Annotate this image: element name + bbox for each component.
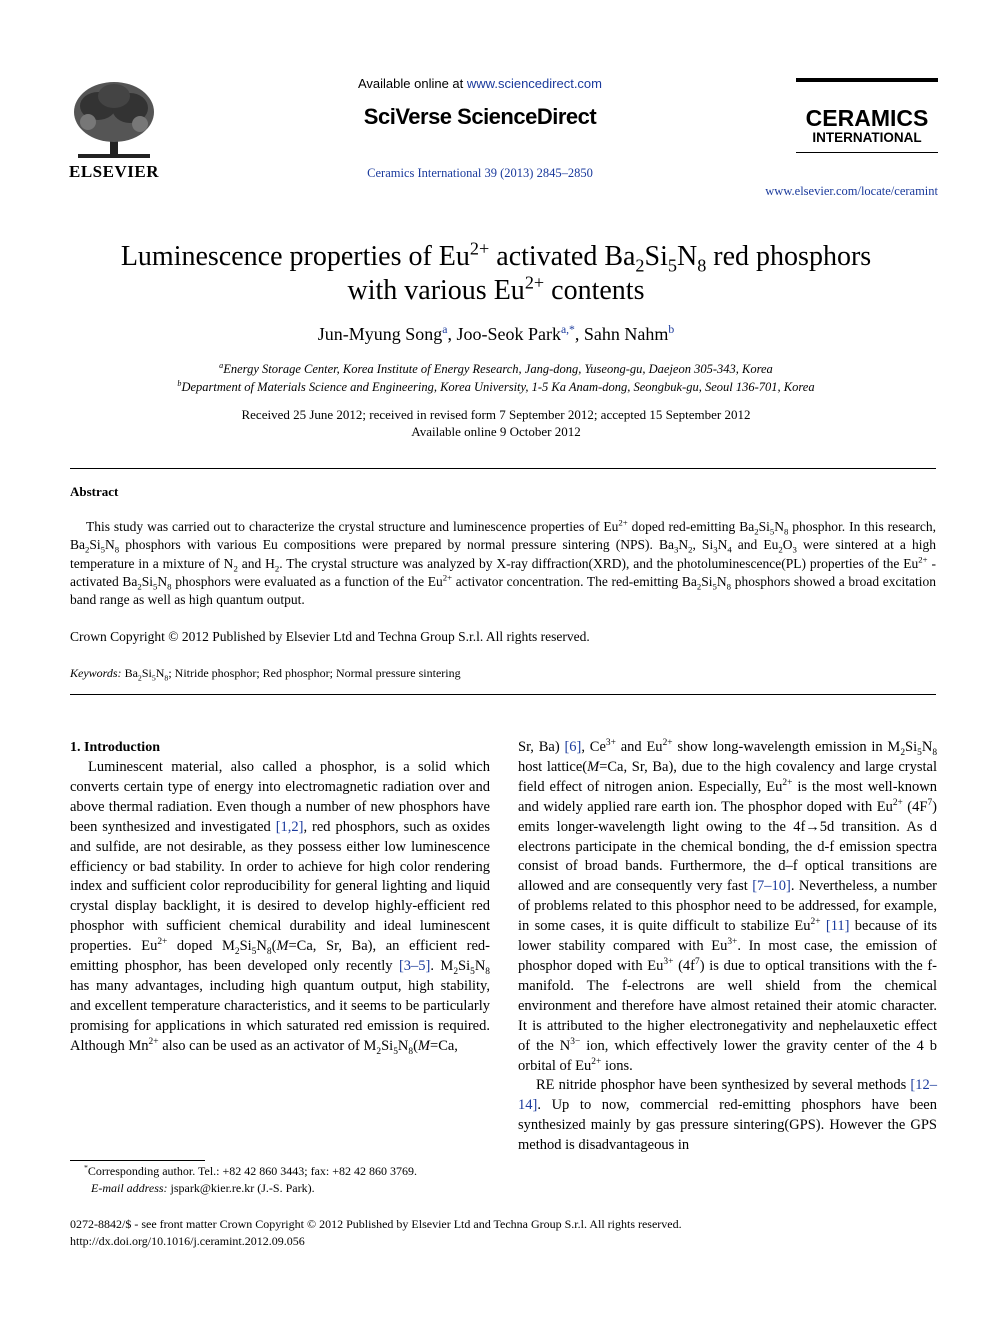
- front-matter-line: 0272-8842/$ - see front matter Crown Copyright © 2012 Published by Elsevier Ltd and Techna Group S.r.l. All rights reserved.: [70, 1217, 682, 1231]
- paragraph: Sr, Ba) [6], $Ce^{3+}$ and $Eu^{2+}$ show long-wavelength emission in $M_2Si_5N_8$ host lattice(M=Ca, Sr, Ba), due to the high covalency and large crystal field effect of nitrogen anion. Especially, $Eu^{2+}$ is the most well-known and widely applied rare earth ion. The phosphor doped with $Eu^{2+}$ $(4F^7)$ emits longer-wavelength light owing to the 4f→5d transition. As d electrons participate in the chemical bonding, the d-f emission spectra consist of broad bands. Furthermore, the d–f optical transitions are allowed and are consequently very fast [7–10]. Nevertheless, a number of problems related to this phosphor need to be addressed, for example, in some cases, it is quite difficult to stabilize $Eu^{2+}$ [11] because of its lower stability compared with $Eu^{3+}$. In most case, the emission of phosphor doped with $Eu^{3+}$ $(4f^7)$ is due to optical transitions with the f-manifold. The f-electrons are well shield from the chemical environment and therefore have almost retained their atomic character. It is attributed to the higher electronegativity and nephelauxetic effect of the $N^{3-}$ ion, which effectively lower the gravity center of the 4 b orbital of $Eu^{2+}$ ions.: [518, 738, 938, 1074]
- author-affil-ref[interactable]: a,*: [560, 323, 575, 336]
- available-prefix: Available online at: [357, 76, 467, 91]
- author-list: Jun-Myung Song$^a$, Joo-Seok Park$^{a,*}$, Sahn Nahm$^b$: [317, 323, 675, 344]
- affiliation-a: $^a$Energy Storage Center, Korea Institute of Energy Research, Jang-dong, Yuseong-gu, Daejeon 305-343, Korea: [219, 360, 773, 376]
- journal-url-link[interactable]: www.elsevier.com/locate/ceramint: [765, 184, 938, 198]
- divider: [70, 694, 936, 695]
- elsevier-logo: [68, 78, 160, 182]
- citation-link[interactable]: [6]: [564, 739, 582, 755]
- abstract-text: This study was carried out to characterize the crystal structure and luminescence properties of $Eu^{2+}$ doped red-emitting $Ba_2Si_5N_8$ phosphor. In this research, $Ba_2Si_5N_8$ phosphors with various Eu compositions were prepared by normal pressure sintering (NPS). $Ba_3N_2$, $Si_3N_4$ and $Eu_2O_3$ were sintered at a high temperature in a mixture of $N_2$ and $H_2$. The crystal structure was analyzed by X-ray diffraction(XRD), and the photoluminescence(PL) properties of the $Eu^{2+}$ - activated $Ba_2Si_5N_8$ phosphors were evaluated as a function of the $Eu^{2+}$ activator concentration. The red-emitting $Ba_2Si_5N_8$ phosphors showed a broad excitation band range as well as high quantum output.: [70, 517, 937, 608]
- author-name: Joo-Seok Park: [456, 324, 561, 344]
- journal-logo-line2: INTERNATIONAL: [812, 130, 922, 145]
- citation-link[interactable]: [1,2]: [275, 818, 304, 835]
- footnote: *Corresponding author. Tel.: +82 42 860 3443; fax: +82 42 860 3769. E-mail address: jspark@kier.re.kr (J.-S. Park).: [84, 1163, 418, 1195]
- author-name: Sahn Nahm: [583, 324, 669, 344]
- journal-logo: [796, 78, 938, 153]
- page-footer: [70, 1216, 936, 1250]
- sciencedirect-link[interactable]: www.sciencedirect.com: [466, 76, 602, 91]
- doi-link[interactable]: http://dx.doi.org/10.1016/j.ceramint.2012.09.056: [70, 1234, 305, 1248]
- elsevier-wordmark: ELSEVIER: [69, 162, 159, 181]
- body-column-left: [70, 758, 490, 1057]
- email-address[interactable]: jspark@kier.re.kr (J.-S. Park).: [170, 1181, 315, 1195]
- body-column-right: [518, 738, 937, 1156]
- journal-citation-link[interactable]: Ceramics International 39 (2013) 2845–2850: [367, 166, 593, 180]
- citation-link[interactable]: [7–10]: [752, 878, 791, 895]
- divider: [70, 468, 936, 469]
- corresponding-author-note: Corresponding author. Tel.: +82 42 860 3443; fax: +82 42 860 3769.: [87, 1164, 418, 1178]
- elsevier-tree-icon: [68, 78, 160, 160]
- paragraph: Luminescent material, also called a phosphor, is a solid which converts certain type of energy into electromagnetic radiation over and above thermal radiation. Even though a number of new phosphors have been synthesized and investigated [1,2], red phosphors, such as oxides and sulfide, are not desirable, as they possess either low luminescence efficiency or bad stability. In order to achieve for high color rendering index and sufficient color reproducibility for general lighting and liquid crystal display backlight, it is desired to develop highly-efficient red phosphor with sufficient chemical durability and ideal luminescent properties. $Eu^{2+}$ doped $M_2Si_5N_8(M=Ca$, Sr, Ba), an efficient red-emitting phosphor, has been developed only recently [3–5]. $M_2Si_5N_8$ has many advantages, including high quantum output, high stability, and excellent temperature characteristics, and it seems to be particularly promising for applications in which saturated red emission is required. Although $Mn^{2+}$ also can be used as an activator of $M_2Si_5N_8(M=Ca$,: [70, 759, 490, 1057]
- keywords-label: Keywords:: [70, 666, 122, 680]
- paragraph: RE nitride phosphor have been synthesized by several methods [12–14]. Up to now, commercial red-emitting phosphors have been synthesized mainly by gas pressure sintering(GPS). However the GPS method is disadvantageous in: [518, 1077, 937, 1154]
- citation-link[interactable]: [11]: [825, 918, 850, 935]
- abstract-copyright: Crown Copyright © 2012 Published by Elsevier Ltd and Techna Group S.r.l. All rights reserved.: [70, 629, 590, 644]
- author-name: Jun-Myung Song: [317, 324, 443, 344]
- keywords-list: Nitride phosphor; Red phosphor; Normal pressure sintering: [174, 666, 461, 680]
- affiliation-b: $^b$Department of Materials Science and Engineering, Korea University, 1-5 Ka Anam-dong, Seongbuk-gu, Seoul 136-701, Korea: [177, 378, 815, 394]
- logo-bottom-rule: [796, 152, 938, 153]
- article-title: Luminescence properties of $Eu^{2+}$ activated $Ba_2Si_5N_8$ red phosphors with various $Eu^{2+}$ contents: [120, 238, 872, 306]
- sciverse-logo: SciVerse ScienceDirect: [363, 104, 597, 129]
- keywords: Keywords: $Ba_2Si_5N_8$; Nitride phosphor; Red phosphor; Normal pressure sintering: [70, 666, 461, 683]
- section-heading-introduction: 1. Introduction: [70, 740, 160, 755]
- footnote-divider: [70, 1160, 205, 1161]
- abstract-heading: Abstract: [70, 484, 119, 499]
- author-affil-ref[interactable]: b: [668, 323, 675, 336]
- journal-logo-line1: CERAMICS: [805, 105, 929, 131]
- citation-link[interactable]: [12–14]: [518, 1077, 937, 1114]
- available-online: [330, 76, 630, 91]
- email-label: E-mail address:: [91, 1181, 168, 1195]
- logo-top-bar: [796, 78, 938, 82]
- article-dates: Received 25 June 2012; received in revised form 7 September 2012; accepted 15 September 2012 Available online 9 October 2012: [241, 407, 751, 439]
- author-affil-ref[interactable]: a: [442, 323, 448, 336]
- citation-link[interactable]: [3–5]: [398, 958, 431, 975]
